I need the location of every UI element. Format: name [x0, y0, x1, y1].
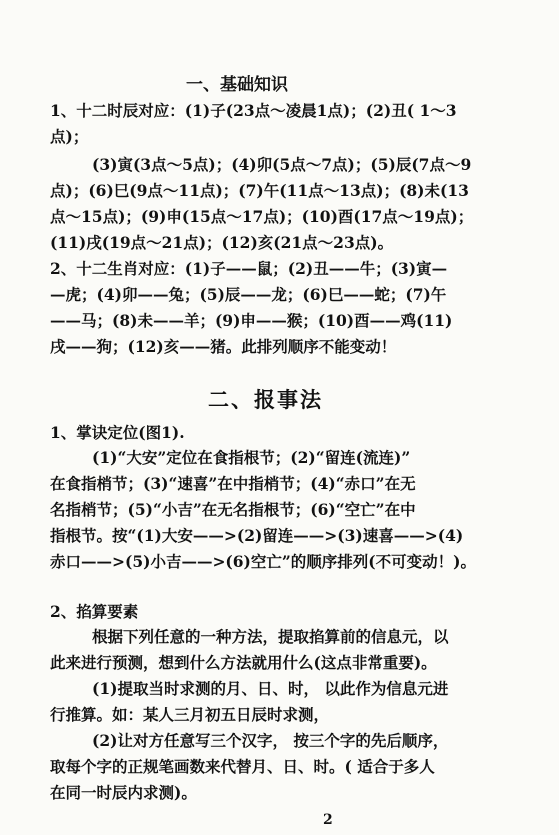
text-line: 2、十二生肖对应：(1)子——鼠；(2)丑——牛；(3)寅— — [50, 259, 448, 278]
text-line: 指根节。按“(1)大安——>(2)留连——>(3)速喜——>(4) — [50, 526, 464, 545]
text-line: 1、十二时辰对应：(1)子(23点～凌晨1点)；(2)丑( 1～3 — [50, 101, 457, 120]
text-line: 在同一时辰内求测)。 — [50, 783, 197, 802]
text-line: 戌——狗；(12)亥——猪。此排列顺序不能变动！ — [50, 337, 397, 356]
text-line: (1)提取当时求测的月、日、时， 以此作为信息元进 — [92, 679, 449, 698]
text-line: (3)寅(3点～5点)；(4)卯(5点～7点)；(5)辰(7点～9 — [92, 155, 472, 174]
text-line: 行推算。如：某人三月初五日辰时求测， — [50, 705, 330, 724]
text-line: 点)；(6)巳(9点～11点)；(7)午(11点～13点)；(8)未(13 — [50, 181, 469, 200]
text-line: 取每个字的正规笔画数来代替月、日、时。( 适合于多人 — [50, 757, 435, 776]
text-line: (11)戌(19点～21点)；(12)亥(21点～23点)。 — [50, 233, 394, 252]
text-line: ——马；(8)未——羊；(9)申——猴；(10)酉——鸡(11) — [50, 311, 453, 330]
page-number: 2 — [323, 812, 333, 828]
text-line: 在食指梢节；(3)“速喜”在中指梢节；(4)“赤口”在无 — [50, 474, 416, 493]
text-line: 名指梢节；(5)“小吉”在无名指根节；(6)“空亡”在中 — [50, 500, 416, 519]
subsection-title: 2、掐算要素 — [50, 602, 139, 621]
section-heading-basics: 一、基础知识 — [186, 75, 288, 95]
text-line: 点～15点)；(9)申(15点～17点)；(10)酉(17点～19点)； — [50, 207, 474, 226]
text-line: 点)； — [50, 127, 89, 146]
text-line: 此来进行预测，想到什么方法就用什么(这点非常重要)。 — [50, 653, 437, 672]
text-line: 赤口——>(5)小吉——>(6)空亡”的顺序排列(不可变动！)。 — [50, 552, 476, 571]
text-line: (1)“大安”定位在食指根节；(2)“留连(流连)” — [92, 448, 411, 467]
subsection-title: 1、掌诀定位(图1). — [50, 423, 185, 442]
section-heading-report-method: 二、报事法 — [208, 387, 323, 412]
text-line: 根据下列任意的一种方法，提取掐算前的信息元，以 — [92, 627, 449, 646]
text-line: —虎；(4)卯——兔；(5)辰——龙；(6)巳——蛇；(7)午 — [50, 285, 447, 304]
text-line: (2)让对方任意写三个汉字， 按三个字的先后顺序， — [92, 731, 449, 750]
